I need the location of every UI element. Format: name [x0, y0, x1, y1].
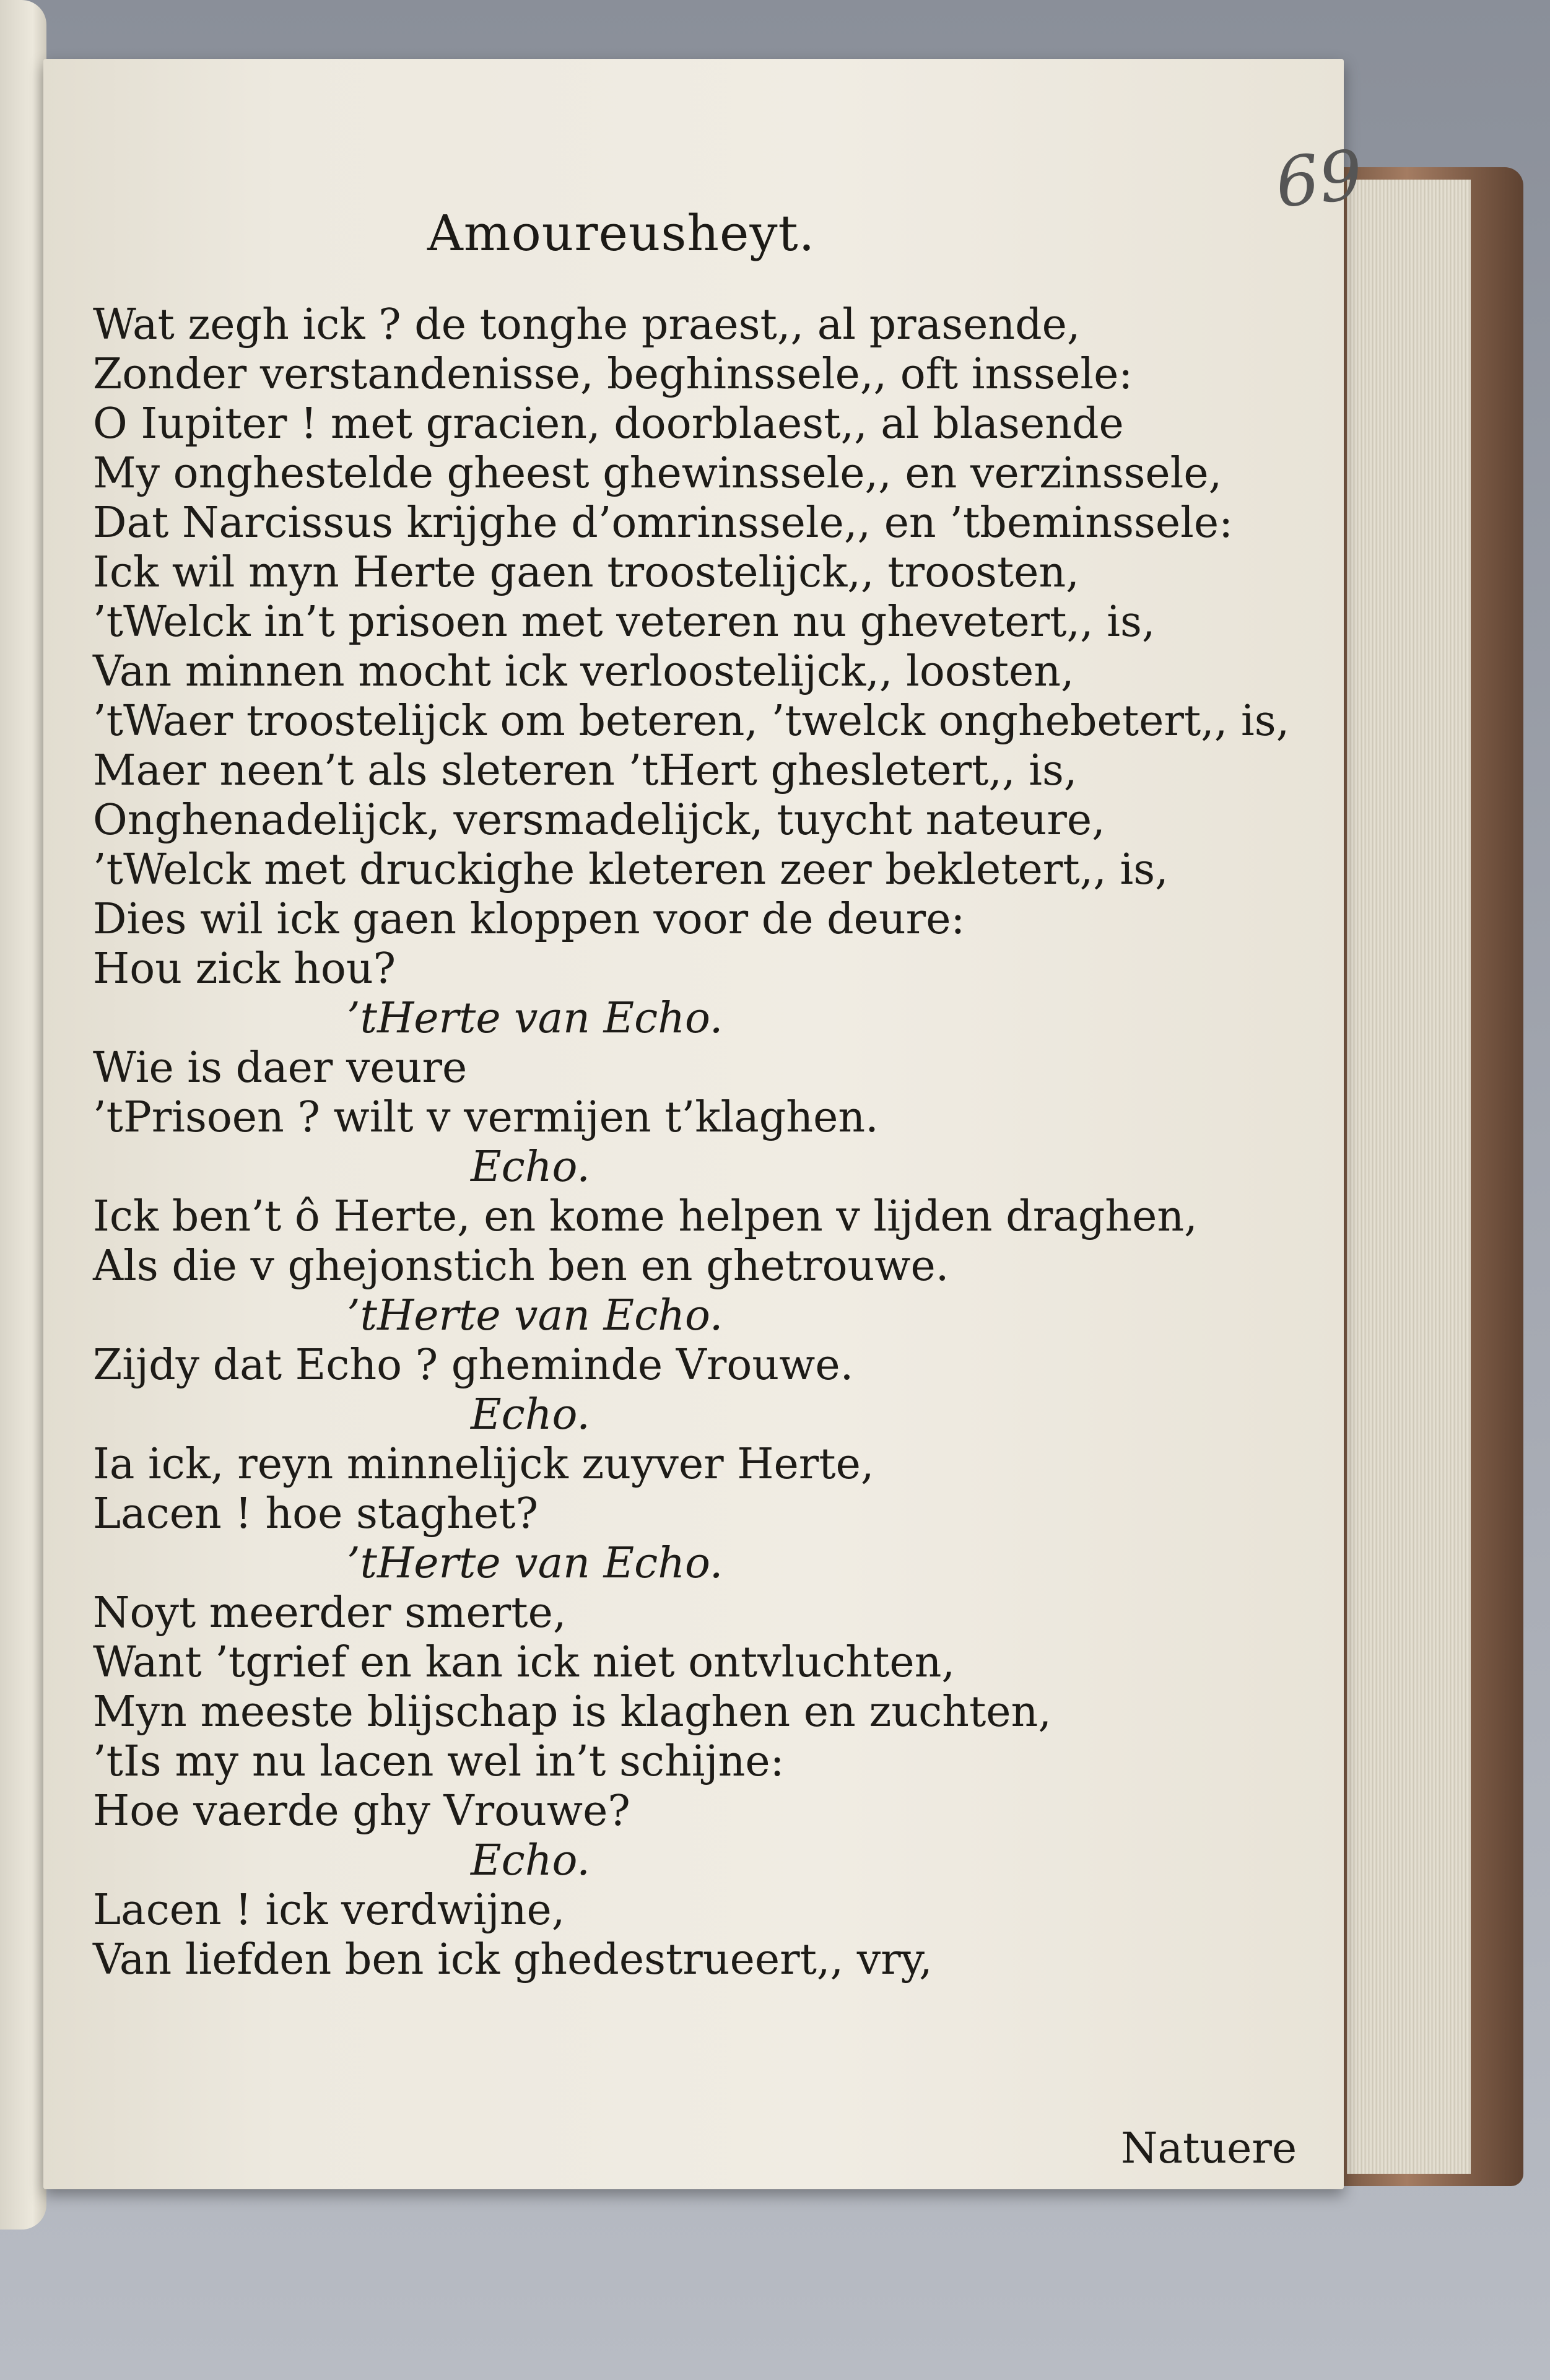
text-line: ’tWelck in’t prisoen met veteren nu ghevetert,, is,: [93, 598, 1156, 647]
speaker-heading: Echo.: [471, 1143, 590, 1192]
text-line: Hoe vaerde ghy Vrouwe?: [93, 1787, 630, 1836]
book-page: [43, 59, 1367, 2189]
text-line: Ick wil myn Herte gaen troostelijck,, troosten,: [93, 548, 1079, 597]
text-line: Dies wil ick gaen kloppen voor de deure:: [93, 895, 965, 944]
text-line: Dat Narcissus krijghe d’omrinssele,, en ’tbeminssele:: [93, 499, 1234, 547]
text-line: Wie is daer veure: [93, 1044, 468, 1092]
speaker-heading: ’tHerte van Echo.: [347, 994, 723, 1043]
speaker-heading: ’tHerte van Echo.: [347, 1539, 723, 1588]
text-line: Ick ben’t ô Herte, en kome helpen v lijden draghen,: [93, 1192, 1198, 1241]
speaker-heading: Echo.: [471, 1836, 590, 1885]
page-edges: [1347, 180, 1471, 2174]
text-line: Zonder verstandenisse, beghinssele,, oft inssele:: [93, 350, 1133, 399]
text-line: Van minnen mocht ick verloostelijck,, loosten,: [93, 647, 1074, 696]
text-line: Myn meeste blijschap is klaghen en zuchten,: [93, 1688, 1051, 1737]
text-line: ’tPrisoen ? wilt v vermijen t’klaghen.: [93, 1093, 879, 1142]
text-line: Onghenadelijck, versmadelijck, tuycht nateure,: [93, 796, 1105, 845]
poem-text: [93, 300, 1300, 1985]
running-head: Amoureusheyt.: [427, 204, 816, 262]
text-line: ’tIs my nu lacen wel in’t schijne:: [93, 1737, 785, 1786]
text-line: Van liefden ben ick ghedestrueert,, vry,: [93, 1935, 933, 1984]
text-line: Noyt meerder smerte,: [93, 1589, 567, 1637]
text-line: Zijdy dat Echo ? gheminde Vrouwe.: [93, 1341, 854, 1390]
text-line: ’tWelck met druckighe kleteren zeer bekletert,, is,: [93, 845, 1169, 894]
speaker-heading: Echo.: [471, 1390, 590, 1439]
folio-number: 69: [1271, 135, 1367, 223]
text-line: Als die v ghejonstich ben en ghetrouwe.: [93, 1242, 949, 1291]
text-line: Wat zegh ick ? de tonghe praest,, al prasende,: [93, 300, 1081, 349]
text-line: O Iupiter ! met gracien, doorblaest,, al blasende: [93, 399, 1124, 448]
text-line: Want ’tgrief en kan ick niet ontvluchten,: [93, 1638, 956, 1687]
text-line: My onghestelde gheest ghewinssele,, en verzinssele,: [93, 449, 1222, 498]
speaker-heading: ’tHerte van Echo.: [347, 1291, 723, 1340]
text-line: Ia ick, reyn minnelijck zuyver Herte,: [93, 1440, 874, 1489]
text-line: Lacen ! ick verdwijne,: [93, 1886, 565, 1935]
facing-page-edge: [0, 0, 46, 2230]
text-line: Maer neen’t als sleteren ’tHert ghesletert,, is,: [93, 746, 1078, 795]
text-line: Lacen ! hoe staghet?: [93, 1489, 539, 1538]
text-line: ’tWaer troostelijck om beteren, ’twelck onghebetert,, is,: [93, 697, 1290, 746]
text-line: Hou zick hou?: [93, 944, 396, 993]
catchword: Natuere: [1121, 2124, 1297, 2173]
